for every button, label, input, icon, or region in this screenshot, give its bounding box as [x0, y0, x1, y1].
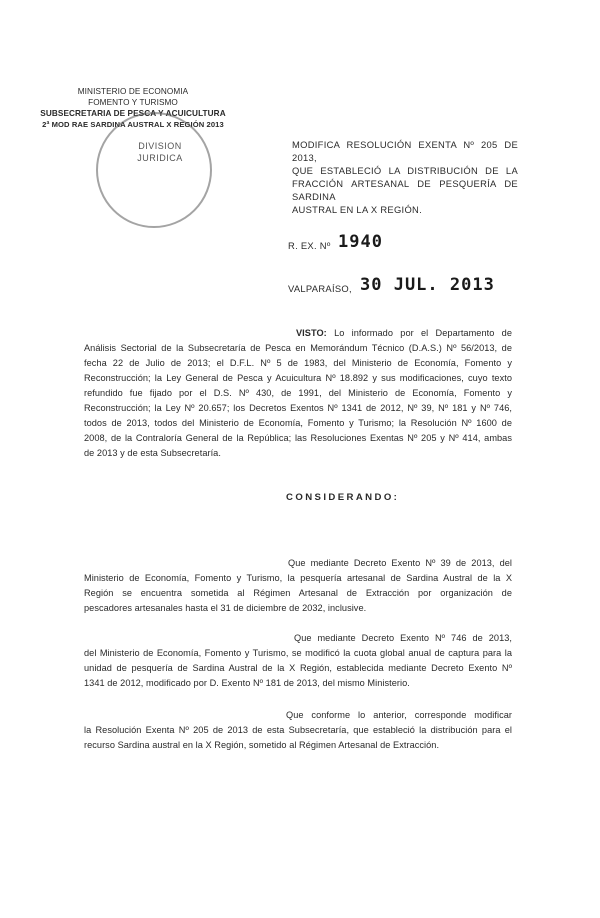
paragraph-line: Que mediante Decreto Exento Nº 746 de 2013,: [294, 633, 512, 643]
subject-block: [292, 138, 518, 216]
visto-line: refundido fue fijado por el D.S. Nº 430, de 1991, del Ministerio de Economía, Fomento y: [84, 388, 512, 398]
paragraph-line: unidad de pesquería de Sardina Austral de la X Región, establecida mediante Decreto Exento Nº: [84, 663, 512, 673]
visto-line: 2008, de la Contraloría General de la República; las Resoluciones Exentas Nº 205 y Nº 414, ambas: [84, 433, 512, 443]
ministry-sub-line: FOMENTO Y TURISMO: [88, 98, 178, 107]
visto-line: fecha 22 de Julio de 2013; el D.F.L. Nº 5 de 1983, del Ministerio de Economía, Fomento y: [84, 358, 512, 368]
visto-line: todos de 2013, todos del Ministerio de Economía, Fomento y Turismo; la Resolución Nº 1600 de: [84, 418, 512, 428]
document-code-line: 2ª MOD RAE SARDINA AUSTRAL X REGIÓN 2013: [42, 120, 224, 129]
paragraph-line: Región se encuentra sometida al Régimen Artesanal de Extracción por organización de: [84, 588, 512, 598]
stamp-line-1: DIVISION: [138, 141, 182, 151]
paragraph-line: Ministerio de Economía, Fomento y Turismo, la pesquería artesanal de Sardina Austral de la X: [84, 573, 512, 583]
resolution-label: R. EX. Nº: [288, 240, 331, 251]
stamp-text: [132, 140, 188, 164]
division-juridica-stamp: [96, 112, 212, 228]
visto-section: [84, 326, 512, 461]
date-value: 30 JUL. 2013: [360, 275, 495, 295]
paragraph-line: del Ministerio de Economía, Fomento y Turismo, se modificó la cuota global anual de captura para la: [84, 648, 512, 658]
paragraph-line: pescadores artesanales hasta el 31 de diciembre de 2032, inclusive.: [84, 603, 367, 613]
visto-text: Lo informado por el Departamento de: [326, 328, 512, 338]
resolution-number: 1940: [338, 232, 383, 252]
subsecretaria-line: SUBSECRETARIA DE PESCA Y ACUICULTURA: [40, 109, 226, 118]
date-city: VALPARAÍSO,: [288, 283, 352, 294]
subject-line: FRACCIÓN ARTESANAL DE PESQUERÍA DE SARDINA: [292, 178, 518, 202]
stamp-line-2: JURIDICA: [137, 153, 183, 163]
paragraph-line: la Resolución Exenta Nº 205 de 2013 de esta Subsecretaría, que estableció la distribución para el: [84, 725, 512, 735]
subject-line: QUE ESTABLECIÓ LA DISTRIBUCIÓN DE LA: [292, 165, 518, 176]
paragraph-line: Que mediante Decreto Exento Nº 39 de 2013, del: [288, 558, 512, 568]
visto-label: VISTO:: [296, 328, 327, 338]
considerando-paragraph-2: [84, 631, 512, 691]
visto-first-line: [84, 326, 512, 341]
considerando-title: CONSIDERANDO:: [286, 492, 400, 503]
visto-line: de 2013 y de esta Subsecretaría.: [84, 448, 221, 458]
ministry-line: MINISTERIO DE ECONOMIA: [77, 87, 189, 96]
subject-line: AUSTRAL EN LA X REGIÓN.: [292, 204, 423, 215]
paragraph-line: Que conforme lo anterior, corresponde modificar: [286, 710, 512, 720]
visto-line: Reconstrucción; la Ley General de Pesca y Acuicultura Nº 18.892 y sus modificaciones, cuyo texto: [84, 373, 512, 383]
visto-line: Análisis Sectorial de la Subsecretaría de Pesca en Memorándum Técnico (D.A.S.) Nº 56/2013, de: [84, 343, 512, 353]
considerando-paragraph-3: [84, 708, 512, 753]
considerando-paragraph-1: [84, 556, 512, 616]
visto-line: Reconstrucción; la Ley Nº 20.657; los Decretos Exentos Nº 1341 de 2012, Nº 39, Nº 181 y Nº 746,: [84, 403, 512, 413]
paragraph-line: 1341 de 2012, modificado por D. Exento Nº 181 de 2013, del mismo Ministerio.: [84, 678, 410, 688]
paragraph-line: recurso Sardina austral en la X Región, sometido al Régimen Artesanal de Extracción.: [84, 740, 440, 750]
subject-line: MODIFICA RESOLUCIÓN EXENTA Nº 205 DE 2013,: [292, 139, 518, 163]
